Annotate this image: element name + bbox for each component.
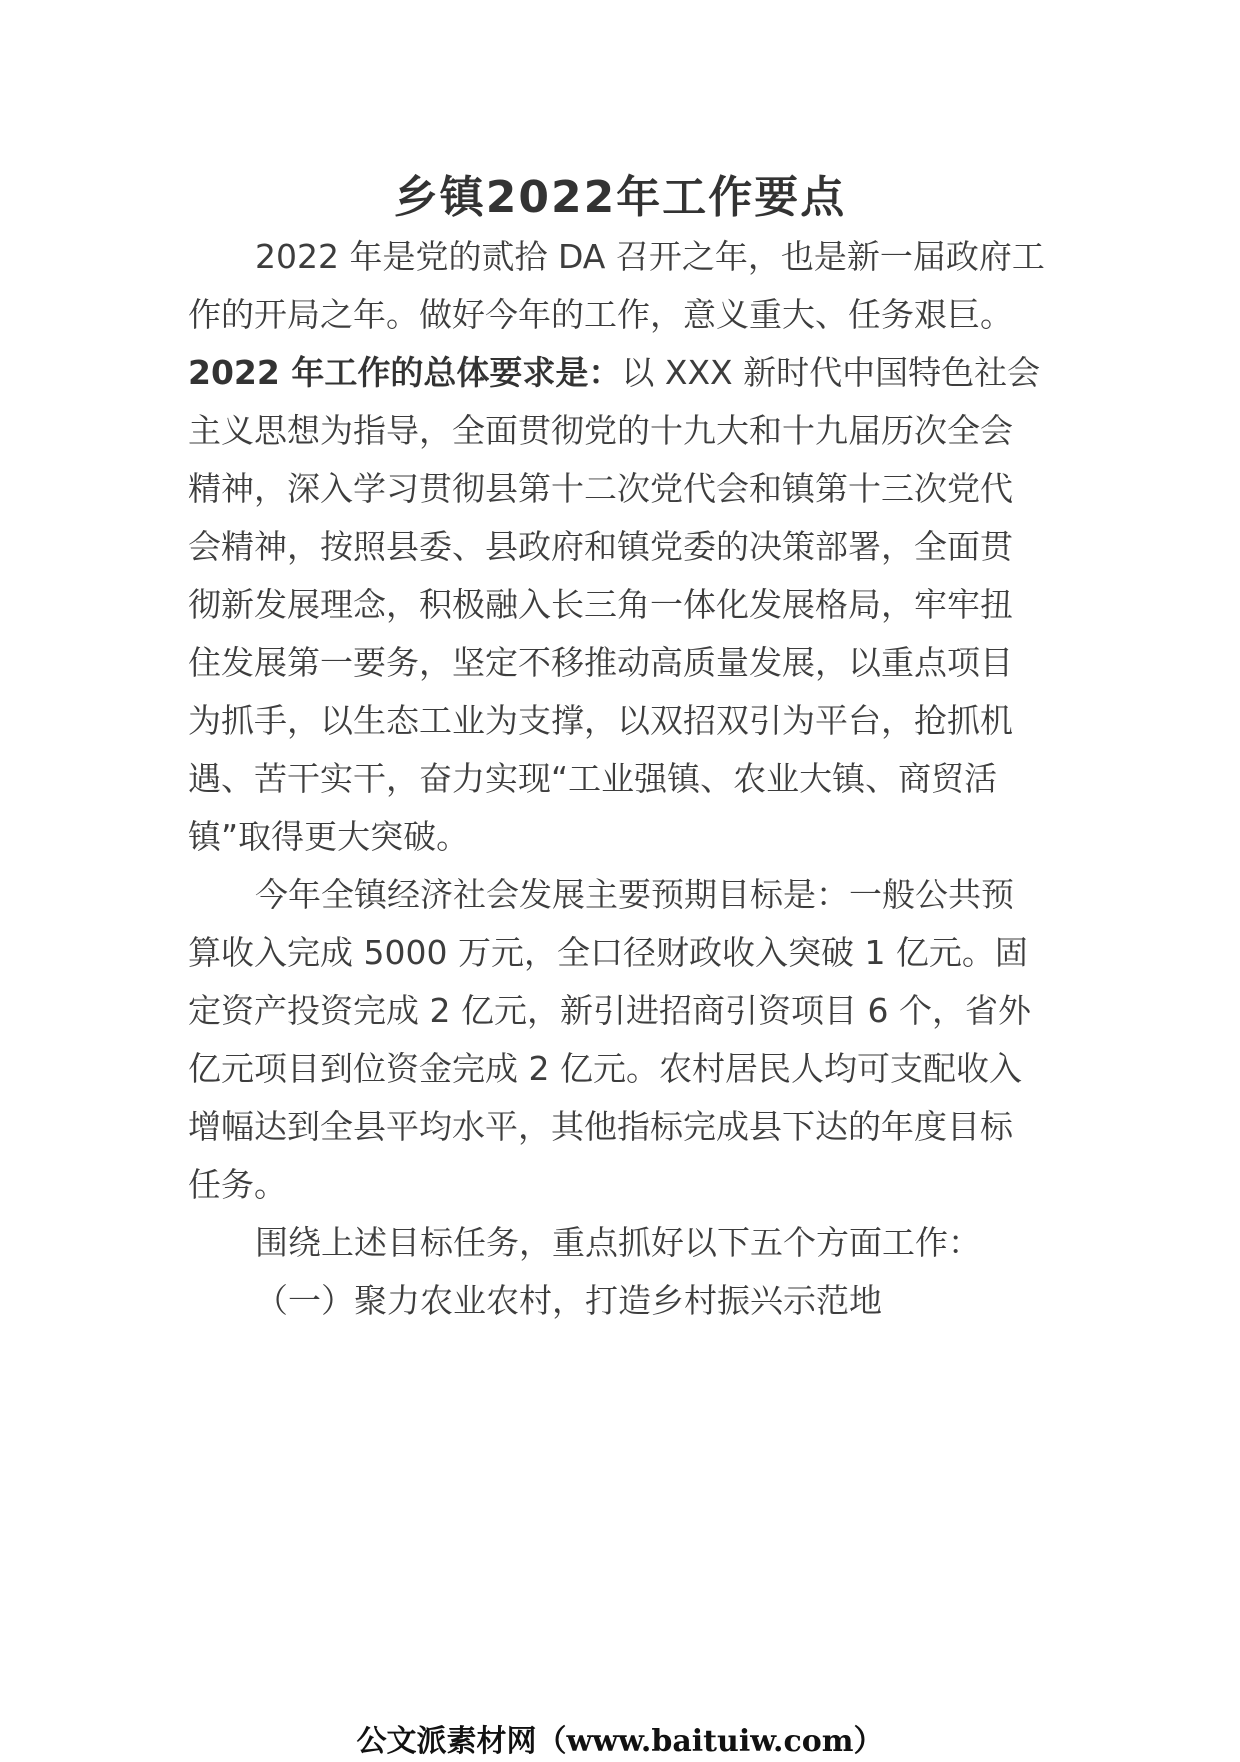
paragraph-text: 以 XXX 新时代中国特色社会: [621, 353, 1041, 392]
paragraph-line: 彻新发展理念，积极融入长三角一体化发展格局，牢牢扭: [188, 585, 1013, 624]
paragraph-line: 遇、苦干实干，奋力实现“工业强镇、农业大镇、商贸活: [188, 759, 998, 798]
paragraph-line: 精神，深入学习贯彻县第十二次党代会和镇第十三次党代: [188, 469, 1013, 508]
paragraph-line: 镇”取得更大突破。: [188, 817, 470, 856]
paragraph-line: 会精神，按照县委、县政府和镇党委的决策部署，全面贯: [188, 527, 1013, 566]
paragraph-line: 作的开局之年。做好今年的工作，意义重大、任务艰巨。: [188, 295, 1013, 334]
paragraph-line: 住发展第一要务，坚定不移推动高质量发展，以重点项目: [188, 643, 1013, 682]
bold-lead-text: 2022 年工作的总体要求是：: [188, 353, 622, 392]
paragraph-line: 2022 年是党的贰拾 DA 召开之年，也是新一届政府工: [255, 237, 1045, 276]
paragraph-line: 定资产投资完成 2 亿元，新引进招商引资项目 6 个，省外: [188, 991, 1031, 1030]
paragraph-line: 为抓手，以生态工业为支撑，以双招双引为平台，抢抓机: [188, 701, 1013, 740]
paragraph-line: 主义思想为指导，全面贯彻党的十九大和十九届历次全会: [188, 411, 1013, 450]
paragraph-line: 今年全镇经济社会发展主要预期目标是：一般公共预: [255, 875, 1014, 914]
footer-watermark: 公文派素材网（www.baituiw.com）: [356, 1724, 884, 1759]
page-title: 乡镇2022年工作要点: [393, 172, 847, 223]
section-heading: （一）聚力农业农村，打造乡村振兴示范地: [255, 1281, 882, 1320]
paragraph-line: 增幅达到全县平均水平，其他指标完成县下达的年度目标: [188, 1107, 1013, 1146]
paragraph-line: 亿元项目到位资金完成 2 亿元。农村居民人均可支配收入: [188, 1049, 1022, 1088]
paragraph-line: 算收入完成 5000 万元，全口径财政收入突破 1 亿元。固: [188, 933, 1028, 972]
paragraph-line: 围绕上述目标任务，重点抓好以下五个方面工作：: [255, 1223, 981, 1262]
paragraph-line: 任务。: [188, 1165, 287, 1204]
paragraph-line: [188, 351, 1040, 395]
